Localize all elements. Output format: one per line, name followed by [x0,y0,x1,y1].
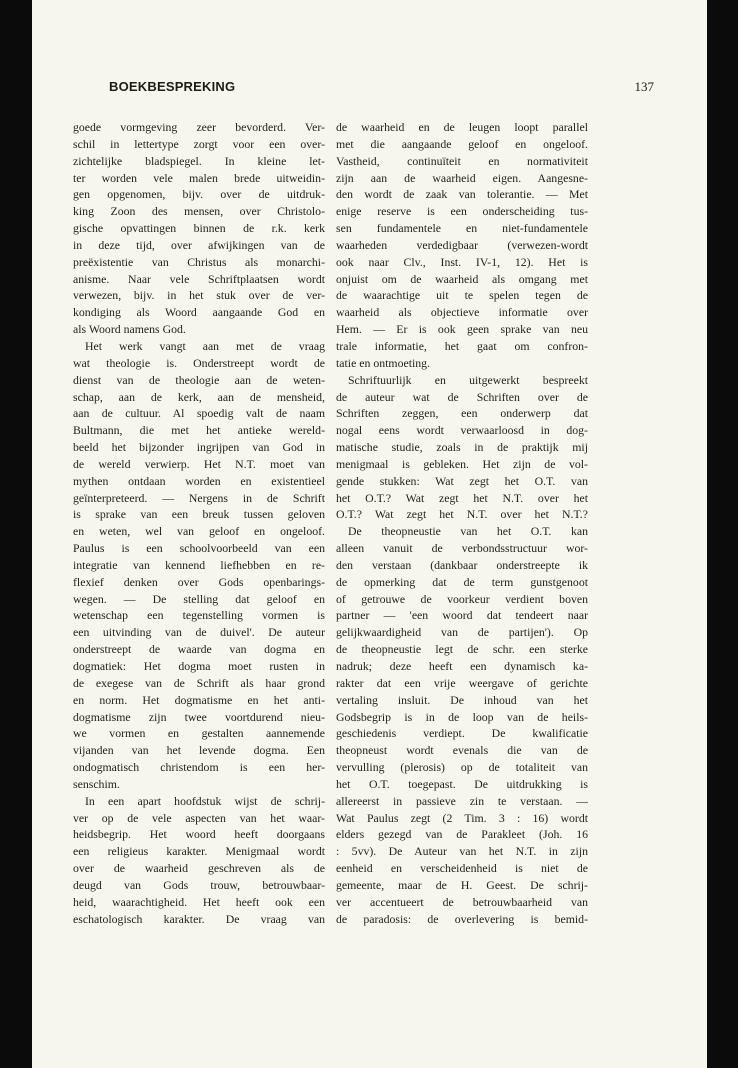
text-line: ver accentueert de betrouwbaarheid van [336,894,588,909]
text-line: king Zoon des mensen, over Christolo- [73,204,325,219]
text-line: kondiging als Woord aangaande God en [73,305,325,320]
text-line: nogal eens wordt verwaarloosd in dog- [336,423,588,438]
text-line: alleen vanuit de verbondsstructuur wor- [336,541,588,556]
text-line: onjuist om de waarheid als omgang met [336,271,588,286]
text-line: mythen ontdaan worden en existentieel [73,473,325,488]
text-line: is sprake van een breuk tussen geloven [73,507,325,522]
text-line: gelijkwaardigheid van de partijen'). Op [336,625,588,640]
text-line: Wat Paulus zegt (2 Tim. 3 : 16) wordt [336,810,588,825]
text-line: onderstreept de waarde van dogma en [73,642,325,657]
text-line: senschim. [73,776,120,791]
text-line: ver op de vele aspecten van het waar- [73,810,325,825]
text-line: Bultmann, die met het antieke wereld- [73,423,325,438]
text-line: vervulling (plerosis) op de totaliteit van [336,760,588,775]
page-header [109,79,654,99]
text-line: wat theologie is. Onderstreept wordt de [73,355,325,370]
text-line: de waarheid en de leugen loopt parallel [336,120,588,134]
text-line: In een apart hoofdstuk wijst de schrij- [85,793,325,808]
text-line: zichtelijke bladspiegel. In kleine let- [73,153,325,168]
text-line: Hem. — Er is ook geen sprake van neu [336,322,588,337]
text-line: trale informatie, het gaat om confron- [336,338,588,353]
text-line: de theopneustie legt de schr. een sterke [336,642,588,657]
text-line: Godsbegrip is in de loop van de heils- [336,709,588,724]
text-line: Schriften zeggen, een onderwerp dat [336,406,588,421]
text-line: zijn aan de waarheid eigen. Aangesne- [336,170,588,185]
text-line: de exegese van de Schrift als haar grond [73,675,325,690]
scan-border-right [707,0,738,1068]
text-line: menigmaal is gebleken. Het zijn de vol- [336,456,588,471]
text-line: nadruk; deze heeft een dynamisch ka- [336,659,588,673]
text-line: dogmatisme zijn twee voortdurend nieu- [73,709,325,724]
text-line: flexief denken over Gods openbarings- [73,574,325,589]
text-line: in deze tijd, over afwijkingen van de [73,237,325,252]
text-line: goede vormgeving zeer bevorderd. Ver- [73,120,325,134]
text-line: over de waarheid geschreven als de [73,861,325,876]
text-line: een religieus karakter. Menigmaal wordt [73,844,325,859]
text-line: vertaling insluit. De inhoud van het [336,692,588,707]
text-line: partner — 'een woord dat tendeert naar [336,608,588,623]
text-line: tatie en ontmoeting. [336,355,431,370]
text-line: preëxistentie van Christus als monarchi- [73,254,325,269]
text-line: en weten, wel van geloof en ongeloof. [73,524,325,539]
text-line: Paulus is een schoolvoorbeeld van een [73,541,325,556]
text-line: anisme. Naar vele Schriftplaatsen wordt [73,271,325,286]
text-line: of getrouwe de voorkeur verdient boven [336,591,588,606]
left-text-column [73,119,325,928]
text-line: de auteur wat de Schriften over de [336,389,588,404]
text-line: den verstaan (dankbaar onderstreepte ik [336,557,588,572]
text-line: eenheid en verscheidenheid is niet de [336,861,588,876]
text-line: wegen. — De stelling dat geloof en [73,591,325,606]
text-line: Schriftuurlijk en uitgewerkt bespreekt [348,372,588,387]
text-line: beeld het bijzonder ingrijpen van God in [73,440,325,455]
text-line: den wordt de zaak van tolerantie. — Met [336,187,588,202]
text-line: wetenschap een tegenstelling vormen is [73,608,325,623]
text-line: het O.T.? Wat zegt het N.T. over het [336,490,588,505]
text-line: ook naar Clv., Inst. IV-1, 12). Het is [336,254,588,269]
text-line: de opmerking dat de term gunstgenoot [336,574,588,589]
text-line: theopneust wordt evenals die van de [336,743,588,758]
text-line: de wereld verwierp. Het N.T. moet van [73,456,325,471]
text-line: De theopneustie van het O.T. kan [348,524,588,539]
text-line: Het werk vangt aan met de vraag [85,338,325,353]
text-line: elders gezegd van de Parakleet (Joh. 16 [336,827,588,842]
right-text-column [336,119,588,928]
text-line: gen opgenomen, bijv. over de uitdruk- [73,187,325,202]
text-line: waarheid als objectieve informatie over [336,305,588,320]
text-line: deugd van Gods trouw, betrouwbaar- [73,877,325,892]
text-line: de waarachtige uit te spelen tegen de [336,288,588,303]
text-line: geschiedenis verdiept. De kwalificatie [336,726,588,741]
text-line: integratie van kennend liefhebben en re- [73,557,325,572]
text-line: gische opvattingen binnen de r.k. kerk [73,221,325,236]
text-line: en norm. Het dogmatisme en het anti- [73,692,325,707]
page-number: 137 [634,79,654,94]
text-line: dogmatiek: Het dogma moet rusten in [73,659,325,673]
text-line: heid, waarachtigheid. Het heeft ook een [73,894,325,909]
text-line: als Woord namens God. [73,322,186,337]
text-line: verwezen, bijv. in het stuk over de ver- [73,288,325,303]
text-line: gemeente, maar de H. Geest. De schrij- [336,877,588,892]
text-line: waarheden verdedigbaar (verwezen-wordt [336,237,588,252]
text-line: ondogmatisch christendom is een her- [73,760,325,775]
text-line: het O.T. toegepast. De uitdrukking is [336,776,588,791]
text-line: allereerst in passieve zin te verstaan. — [336,793,588,808]
text-line: ter worden vele malen brede uitweidin- [73,170,325,185]
text-line: dienst van de theologie aan de weten- [73,372,325,387]
text-line: rakter dat een vrije weergave of gerichte [336,675,588,690]
text-line: met die aangaande geloof en ongeloof. [336,136,588,151]
text-line: O.T.? Wat zegt het N.T. over het N.T.? [336,507,588,522]
text-line: vijanden van het levende dogma. Een [73,743,325,758]
scan-border-left [0,0,32,1068]
text-line: enige reserve is een onderscheiding tus- [336,204,588,219]
text-line: eschatologisch karakter. De vraag van [73,911,325,926]
text-line: matische studie, zoals in de praktijk mij [336,440,588,455]
text-line: een uitvinding van de duivel'. De auteur [73,625,325,640]
text-line: geïnterpreteerd. — Nergens in de Schrift [73,490,325,505]
text-line: heidsbegrip. Het woord heeft doorgaans [73,827,325,842]
text-line: we vormen en gestalten aannemende [73,726,325,741]
text-line: gende stukken: Wat zegt het O.T. van [336,473,588,488]
text-line: schap, aan de kerk, aan de mensheid, [73,389,325,404]
text-line: Vastheid, continuïteit en normativiteit [336,153,588,168]
text-line: sen fundamentele en niet-fundamentele [336,221,588,236]
running-head: BOEKBESPREKING [109,79,236,94]
text-line: : 5vv). De Auteur van het N.T. in zijn [336,844,588,859]
text-line: de paradosis: de overlevering is bemid- [336,911,588,926]
text-line: schil in lettertype zorgt voor een over- [73,136,325,151]
text-line: aan de cultuur. Al spoedig valt de naam [73,406,325,421]
